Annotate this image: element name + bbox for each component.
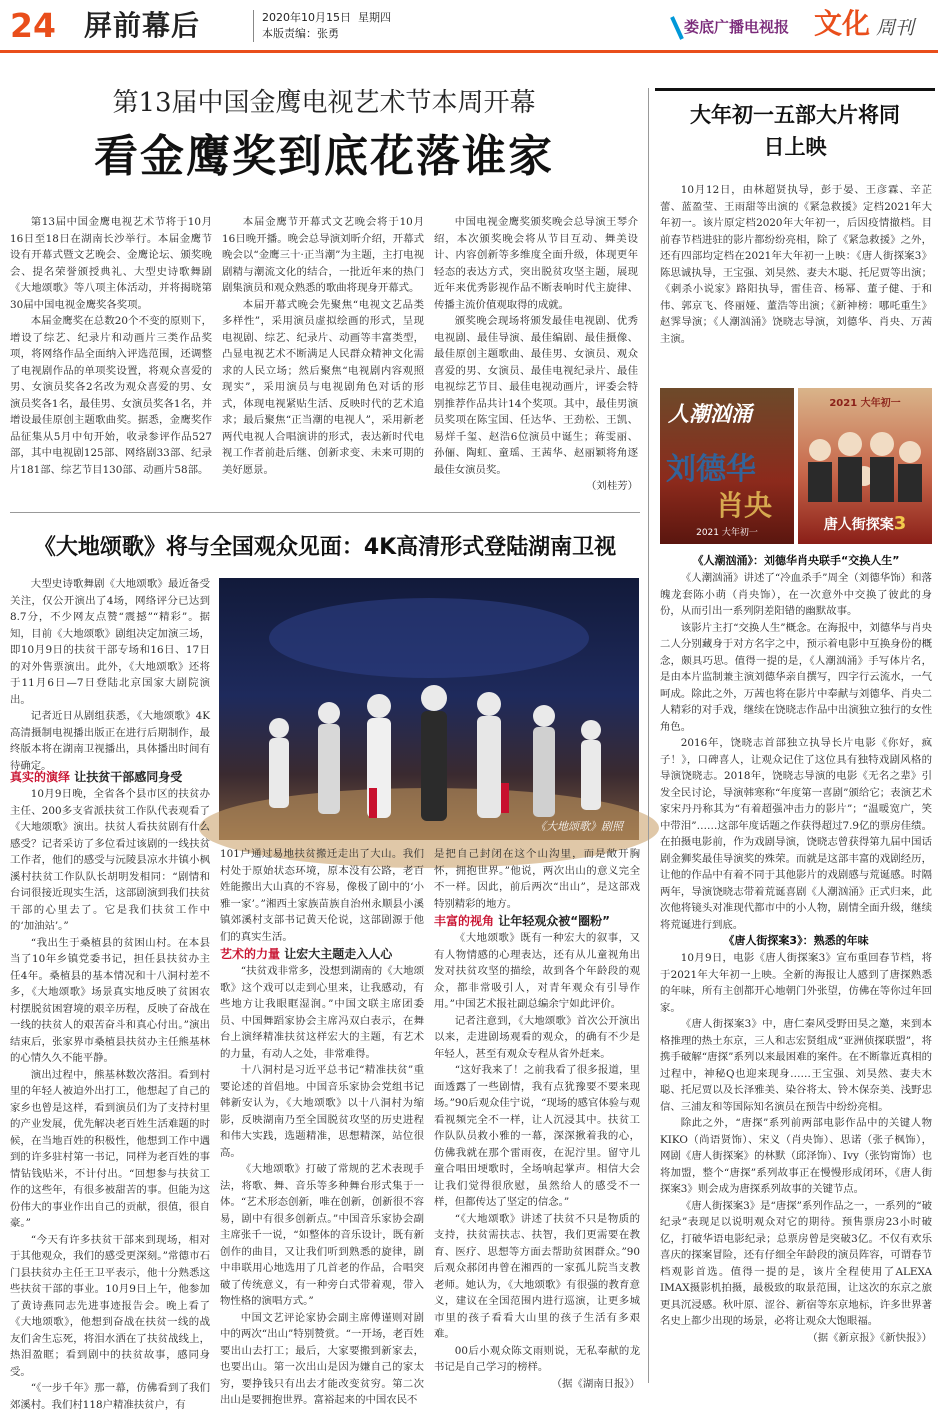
paragraph: 本届金鹰节开幕式文艺晚会将于10月16日晚开播。晚会总导演刘昕介绍，开幕式晚会以“金鹰三十·正当潮”为主题，主打电视剧精与潮流文化的结合，一批近年来的热门剧集演员和观众熟悉的歌曲将现身开幕式。 (222, 216, 424, 294)
subheading-black: 让年轻观众被“圈粉” (498, 914, 610, 928)
paragraph: 除此之外，“唐探”系列前两部电影作品中的关键人物KIKO（尚语贤饰）、宋义（肖央饰）、思诺（张子枫饰），网剧《唐人街探案》的林默（邱泽饰）、Ivy（张钧甯饰）也将加盟，整个“唐探”系列故事正在慢慢形成闭环，《唐人街探案3》则会成为唐探系列故事的关键节点。 (660, 1117, 932, 1195)
paragraph: 记者近日从剧组获悉，《大地颂歌》4K高清摄制电视播出版正在进行后期制作，最终版本将在湖南卫视播出，具体播出时间有待确定。 (10, 710, 210, 772)
byline: （据《新京报》《新快报》） (807, 1331, 932, 1344)
paragraph: 本届开幕式晚会先聚焦“电视文艺品类多样性”，采用演员虚拟绘画的形式，呈现电视剧、综艺、纪录片、动画等丰富类型，凸显电视艺术不断满足人民群众精神文化需求的人民立场；然后聚焦“电视剧内容观照现实”，采用演员与电视剧角色对话的形式，体现电视紧贴生活、反映时代的艺术追求；最后聚焦“正当潮的电视人”，采用新老两代电视人合唱演讲的形式，表达新时代电视工作者前赴后继、创新求变、未来可期的美好愿景。 (222, 298, 424, 476)
article3-headline: 大年初一五部大片将同日上映 (690, 103, 900, 159)
article2-headline: 《大地颂歌》将与全国观众见面：4K高清形式登陆湖南卫视 (33, 535, 617, 560)
article3-headline-box (655, 88, 935, 170)
paragraph: 第13届中国金鹰电视艺术节将于10月16日至18日在湖南长沙举行。本届金鹰节设有开幕式暨文艺晚会、金鹰论坛、颁奖晚会、提名荣誉颁授典礼、大型史诗歌舞剧《大地颂歌》等八项主体活动，并将揭晓第30届中国电视金鹰奖各奖项。 (10, 216, 212, 311)
article2-colC (434, 846, 640, 1390)
article1-kicker: 第13届中国金鹰电视艺术节本周开幕 (112, 88, 536, 118)
article2-colB (220, 846, 424, 1406)
poster-renchao (660, 388, 794, 544)
article1-col1 (10, 214, 212, 506)
poster1-date: 2021 大年初一 (696, 528, 758, 538)
paragraph: “今天有许多扶贫干部来到现场，相对于其他观众，我们的感受更深刻。”常德市石门县扶贫办主任王卫平表示，他十分熟悉这些扶贫干部的事业。10月9日上午，他参加了黄诗燕同志先进事迹报告会。晚上看了《大地颂歌》，他想到奋战在扶贫一线的战友们舍生忘死，将泪水洒在了扶贫战线上，热泪盈眶；看到剧中的扶贫故事，感同身受。 (10, 1233, 210, 1378)
article1-headline: 看金鹰奖到底花落谁家 (94, 131, 554, 182)
subheading: 《唐人街探案3》：熟悉的年味 (723, 934, 869, 947)
weekly-label: 周刊 (876, 17, 915, 39)
paragraph: 00后小观众陈文雨则说，无私奉献的龙书记是自己学习的榜样。 (434, 1344, 640, 1373)
article3-body2 (660, 932, 932, 1382)
brand-bar (668, 7, 936, 43)
subheading (220, 945, 424, 963)
poster2-date: 2021 大年初一 (829, 398, 901, 409)
subheading-red: 丰富的视角 (434, 914, 495, 928)
subheading: 《人潮汹涌》：刘德华肖央联手“交换人生” (692, 554, 900, 567)
byline: （据《湖南日报》） (551, 1377, 640, 1390)
article2-intro (10, 576, 210, 772)
paragraph: “《大地颂歌》讲述了扶贫不只是物质的支持，扶贫需扶志、扶智，我们更需要在教育、医疗、思想等方面去帮助贫困群众。”90后观众郝闭冉曾在湘西的一家孤儿院当支教老师。她认为，《大地颂歌》有很强的教育意义，建议在全国范围内进行巡演，让更多城市里的孩子看看大山里的孩子生活有多艰难。 (434, 1212, 640, 1340)
paragraph: 是把自己封闭在这个山沟里，而是敞开胸怀，拥抱世界。”他说，两次出山的意义完全不一样。因此，前后两次“出山”，是这部戏特别精彩的地方。 (434, 848, 640, 910)
photo-caption: 《大地颂歌》剧照 (535, 820, 623, 833)
poster2-number: 3 (893, 513, 907, 534)
subheading-red: 真实的演绎 (10, 770, 71, 784)
paragraph: 演出过程中，熊基林数次落泪。看到村里的年轻人被迫外出打工，他想起了自己的家乡也曾是这样，看到演员们为了支持村里的产业发展，优先解决老百姓生活难题的时候，在当地百姓的积极性，他想到工作中遇到的许多驻村第一书记，同样为老百姓的事情钻钱贴米，不计付出。“回想参与扶贫工作的这些年，有很多被甜苦的事。但能为这份伟大的事业作出自己的贡献，很值，很自豪。” (10, 1068, 210, 1229)
subheading-black: 让宏大主题走入人心 (284, 947, 393, 961)
paragraph: 《人潮汹涌》讲述了“冷血杀手”周全（刘德华饰）和落魄龙套陈小萌（肖央饰），在一次意外中交换了彼此的身份，从而引出一系列阴差阳错的幽默故事。 (660, 572, 932, 617)
paragraph: “扶贫戏非常多，没想到湖南的《大地颂歌》这个戏可以走到心里来，让我感动，有些地方让我眼眶湿润。”中国文联主席团委员、中国舞蹈家协会主席冯双白表示，在舞台上演绎精准扶贫这样宏大的主题，有艺术的力量，有动人之处，非常难得。 (220, 965, 424, 1060)
article3-intro (660, 182, 932, 378)
weekday-text: 星期四 (358, 11, 391, 24)
paragraph: “我出生于桑植县的贫困山村。在本县当了10年乡镇党委书记，担任县扶贫办主任4年。桑植县的基本情况和十八洞村差不多，《大地颂歌》场景真实地反映了贫困农村摆脱贫困窘境的艰辛历程，反映了奋战在一线的扶贫人的艰苦奋斗和真心付出。”演出结束后，张家界市桑植县扶贫办主任熊基林的心情久久不能平静。 (10, 936, 210, 1064)
paragraph: 该影片主打“交换人生”概念。在海报中，刘德华与肖央二人分别藏身于对方名字之中，预示着电影中互换身份的概念，颇具巧思。值得一提的是，《人潮汹涌》手写体片名，是由本片监制兼主演刘德华亲自撰写，四字行云流水，一气呵成。除此之外，万茜也将在影片中奉献与刘德华、肖央二人精彩的对手戏，继续在饶晓志作品中出演独立独行的女性角色。 (660, 621, 932, 733)
paragraph: 10月9日，电影《唐人街探案3》宣布重回春节档，将于2021年大年初一上映。全新的海报让人感到了唐探熟悉的年味，所有主创都开心地朝门外张望，仿佛在等你过年回家。 (660, 952, 932, 1014)
paragraph: 颁奖晚会现场将颁发最佳电视剧、优秀电视剧、最佳导演、最佳编剧、最佳摄像、最佳原创主题歌曲、最佳男、女演员、观众喜爱的男、女演员、最佳电视纪录片、最佳电视综艺节目、最佳电视动画片，评委会特别推荐作品共计14个奖项。其中，最佳男演员奖项在陈宝国、任达华、王劲松、王凯、易烊千玺、赵浩6位演员中诞生；蒋雯丽、孙俪、陶虹、童瑶、王茜华、赵丽颖将角逐最佳女演员奖。 (434, 315, 638, 476)
paragraph: 《唐人街探案3》中，唐仁秦风受野田昊之邀，来到本格推理的热土东京，三人和志宏贤组成“亚洲侦探联盟”，将携手破解“唐探”系列以来最困难的案件。在不断靠近真相的过程中，神秘Q也迎来现身……王宝强、刘昊然、妻夫木聪、托尼贾以及长泽雅美、染谷将太、铃木保奈美、浅野忠信、三浦友和等国际知名演员在预告中纷纷亮相。 (660, 1018, 932, 1113)
paragraph: 《大地颂歌》打破了常规的艺术表现手法，将歌、舞、音乐等多种舞台形式集于一体。“艺术形态创新，唯在创新，创新很不容易，剧中有很多创新点。”中国音乐家协会副主席张千一说，“如整体的音乐设计，既有新创作的曲目，又让我们听到熟悉的旋律，剧中串联用心地选用了几首老的作品，合唱突破了传统意义，有一种旁白式带着观，带入物性格的演唱方式。” (220, 1163, 424, 1307)
article1-col2 (222, 214, 424, 506)
paragraph: 2016年，饶晓志首部独立执导长片电影《你好，疯子！》，口碑喜人，让观众记住了这位具有独特戏剧风格的导演饶晓志。2018年，饶晓志导演的电影《无名之辈》引发全民讨论，导演韩寒称“年度第一喜剧”颁给它；表演艺术家宋丹丹称其为“有着超强冲击力的影片”；“温暖宽广，笑中带泪”……这部年度话题之作获得超过7.9亿的票房佳绩。在拍摄电影前，作为戏剧导演，饶晓志曾获得第九届中国话剧金狮奖最佳导演奖的殊荣。而就是这部丰富的戏剧经历，让他的作品中有着不同于其他影片的戏剧感与荒诞感。时隔两年，导演饶晓志带着荒诞喜剧《人潮汹涌》正式归来，此次他将镜头对准现代都市中的小人物，剧情全面升级，继续将荒诞进行到底。 (660, 737, 932, 931)
poster2-title-text: 唐人街探案 (823, 517, 894, 533)
paragraph: “《一步千年》那一幕，仿佛看到了我们郊溪村。我们村118户精准扶贫户，有 (10, 1382, 210, 1411)
header-divider (253, 10, 254, 42)
paragraph: 十八洞村是习近平总书记“精准扶贫”重要论述的首倡地。中国音乐家协会党组书记韩新安认为，《大地颂歌》以十八洞村为缩影，反映湖南乃至全国脱贫攻坚的历史进程和伟大实践，选题精准，思想精深，站位很高。 (220, 1064, 424, 1159)
paragraph: 记者注意到，《大地颂歌》首次公开演出以来，走进剧场观看的观众，的确有不少是年轻人，甚至有观众专程从省外赶来。 (434, 1014, 640, 1060)
paragraph: 《唐人街探案3》是“唐探”系列作品之一，一系列的“破纪录”表现足以说明观众对它的期待。预售票房23小时破亿，打破华语电影纪录；总票房曾是突破3亿。不仅有欢乐喜庆的探案冒险，还有仔细全年龄段的演员阵容，可谓春节档观影首选。值得一提的是，该片全程使用了ALEXA IMAX摄影机拍摄，最极致的取景范围，让这次的东京之旅更具沉浸感。秋叶原、涩谷、新宿等东京地标，许多世界著名史上都少出现的场景，必将让观众大饱眼福。 (660, 1199, 932, 1327)
culture-label: 文化 (814, 7, 871, 40)
subheading (10, 768, 210, 786)
byline: （刘桂芳） (586, 480, 638, 492)
poster2-cast-image (798, 416, 932, 506)
poster-tangren (798, 388, 932, 544)
paragraph: 大型史诗歌舞剧《大地颂歌》最近备受关注，仅公开演出了4场，网络评分已达到8.7分，不少网友点赞“震撼”“精彩”。据知，目前《大地颂歌》剧组决定加演三场，即10月9日的扶贫干部专场和16日、17日的对外售票演出。此外，《大地颂歌》还将于11月6日—7日登陆北京国家大剧院演出。 (10, 578, 210, 706)
paragraph: 本届金鹰奖在总数20个不变的原则下，增设了综艺、纪录片和动画片三类作品奖项，将网络作品全面纳入评选范围，还调整了电视剧作品的单项奖设置，将观众喜爱的男、女演员奖各2名改为观众喜爱的男、女演员奖各1名，最佳男、女演员奖各1名，并增设最佳原创主题歌曲奖。据悉，金鹰奖作品征集从5月中旬开始，收录参评作品527部，其中电视剧125部、网络剧33部、纪录片181部、综艺节目130部、动画片58部。 (10, 315, 212, 476)
right-column-divider (648, 88, 649, 1383)
poster1-title: 人潮汹涌 (668, 401, 752, 426)
date-text: 2020年10月15日 (262, 11, 351, 24)
article1-col3 (434, 214, 638, 506)
subheading-red: 艺术的力量 (220, 947, 281, 961)
poster2-title (798, 513, 932, 534)
poster1-name: 刘德华 (666, 452, 756, 487)
section-title: 屏前幕后 (84, 9, 201, 42)
stage-scene-image (219, 578, 639, 840)
issue-date (262, 10, 391, 25)
paragraph: 101户通过易地扶贫搬迁走出了大山。我们村处于原始状态环境，原本没有公路，老百姓能搬出大山真的不容易，像极了剧中的‘小雅一家’。”湘西土家族苗族自治州永顺县小溪镇郊溪村支部书记黄天伦说，这部剧源于他们的真实生活。 (220, 848, 424, 943)
page-header (0, 0, 938, 64)
paragraph: 中国文艺评论家协会副主席傅谨则对剧中的两次“出山”特别赞赏。“一开场，老百姓要出山去打工；最后，大家要搬到新家去，也要出山。第一次出山是因为嫌自己的家太穷，要挣钱只有出去才能改变贫穷。第二次出山是要拥抱世界。富裕起来的中国农民不 (220, 1311, 424, 1406)
header-rule (0, 50, 938, 53)
brand-name: 娄底广播电视报 (684, 18, 790, 36)
section-divider (10, 512, 640, 513)
article3-body1 (660, 552, 932, 931)
subheading (434, 912, 640, 930)
page-number: 24 (10, 6, 56, 45)
poster1-name2: 肖央 (716, 489, 773, 522)
article2-colA (10, 768, 210, 1411)
paragraph: 《大地颂歌》既有一种宏大的叙事，又有人物情感的心理表达，还有从儿童视角出发对扶贫攻坚的描绘，故到各个年龄段的观众，都非常吸引人，对青年观众有引导作用。”中国艺术报社副总编余宁如此评价。 (434, 932, 640, 1010)
paragraph: 10月12日，由林超贤执导，彭于晏、王彦霖、辛芷蕾、蓝盈莹、王雨甜等出演的《紧急救援》定档2021年大年初一。该片原定档2020年大年初一，后因疫情撤档。目前春节档进驻的影片都纷纷亮相，除了《紧急救援》之外，还有四部均定档在2021年大年初一上映：《唐人街探案3》陈思诚执导，王宝强、刘昊然、妻夫木聪、托尼贾等出演；《刺杀小说家》路阳执导，雷佳音、杨幂、董子健、于和伟、郭京飞、佟丽娅、董浩等出演；《新神榜：哪吒重生》赵霁导演；《人潮汹涌》饶晓志导演，刘德华、肖央、万茜主演。 (660, 184, 932, 345)
paragraph: “这好我来了！之前我看了很多报道，里面透露了一些剧情，我有点犹豫要不要来现场。”90后观众佳宁说，“现场的感官体验与观看视频完全不一样，让人沉浸其中。扶贫工作队队员救小雅的一幕，深深揪着我的心，仿佛我就在那个雷雨夜，在泥泞里。留守儿童合唱田埂歌时，全场响起掌声。相信大会让我们觉得很欣慰，虽然给人的感受不一样，但都传达了坚定的信念。” (434, 1064, 640, 1208)
stage-photo (219, 578, 639, 840)
paragraph: 10月9日晚，全省各个县市区的扶贫办主任、200多支省派扶贫工作队代表观看了《大地颂歌》演出。扶贫人看扶贫剧有什么感受？记者采访了多位看过该剧的一线扶贫工作者，他们的感受与沅陵县凉水井镇小枫溪村扶贫工作队队长胡明发相同：“剧情和台词很接近现实生活，这部剧演到我们扶贫干部的心里去了。它是我们扶贫工作中的‘加油站’。” (10, 788, 210, 932)
paragraph: 中国电视金鹰奖颁奖晚会总导演王琴介绍，本次颁奖晚会将从节目互动、舞美设计、内容创新等多维度全面升级，体现更年轻态的表达方式，突出脱贫攻坚主题，展现近年来优秀影视作品不断表响时代主旋律、传播主流价值观取得的成就。 (434, 216, 638, 311)
editor-credit: 本版责编：张勇 (262, 27, 339, 40)
subheading-black: 让扶贫干部感同身受 (74, 770, 183, 784)
